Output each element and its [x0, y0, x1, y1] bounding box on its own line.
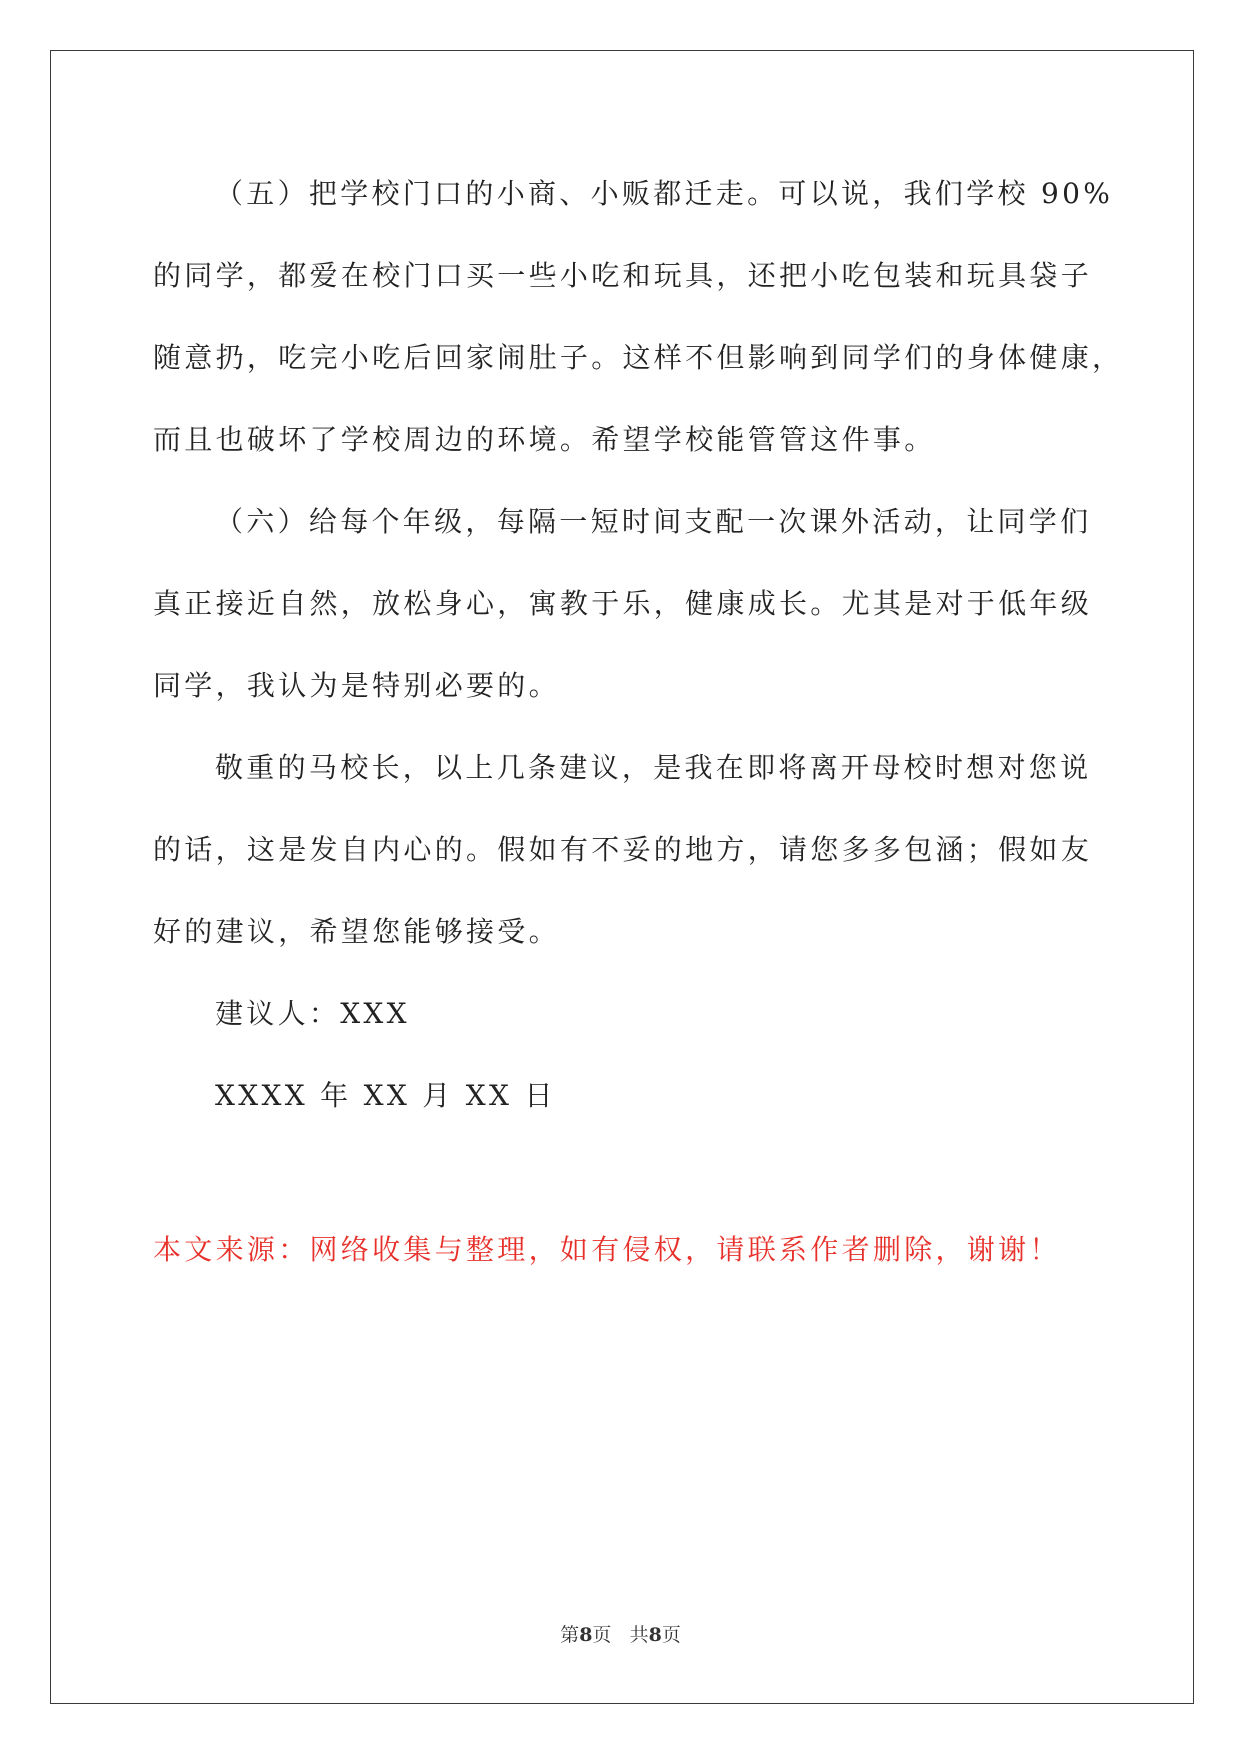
paragraph-6-line-1: （六）给每个年级，每隔一短时间支配一次课外活动，让同学们 [215, 505, 1092, 538]
page-number: 8 [579, 1624, 593, 1646]
document-body [153, 164, 1124, 1148]
closing-line-1: 敬重的马校长，以上几条建议，是我在即将离开母校时想对您说 [215, 751, 1092, 784]
paragraph-6-line-3: 同学，我认为是特别必要的。 [153, 669, 560, 702]
closing-line-3: 好的建议，希望您能够接受。 [153, 915, 560, 948]
paragraph-5-line-4: 而且也破坏了学校周边的环境。希望学校能管管这件事。 [153, 423, 936, 456]
paragraph-5-line-1: （五）把学校门口的小商、小贩都迁走。可以说，我们学校 90% [215, 177, 1114, 210]
date-line: XXXX 年 XX 月 XX 日 [215, 1079, 556, 1112]
source-note: 本文来源：网络收集与整理，如有侵权，请联系作者删除，谢谢！ [153, 1233, 1061, 1266]
paragraph-5-line-2: 的同学，都爱在校门口买一些小吃和玩具，还把小吃包装和玩具袋子 [153, 259, 1093, 292]
total-suffix: 页 [661, 1624, 681, 1646]
page-suffix: 页 [592, 1624, 612, 1646]
page-prefix: 第 [560, 1624, 580, 1646]
closing-line-2: 的话，这是发自内心的。假如有不妥的地方，请您多多包涵；假如友 [153, 833, 1093, 866]
signature-line: 建议人：XXX [215, 997, 410, 1030]
page-footer [0, 1620, 1241, 1647]
total-prefix: 共 [629, 1624, 649, 1646]
total-number: 8 [648, 1624, 662, 1646]
paragraph-6-line-2: 真正接近自然，放松身心，寓教于乐，健康成长。尤其是对于低年级 [153, 587, 1093, 620]
paragraph-5-line-3: 随意扔，吃完小吃后回家闹肚子。这样不但影响到同学们的身体健康， [153, 341, 1124, 374]
